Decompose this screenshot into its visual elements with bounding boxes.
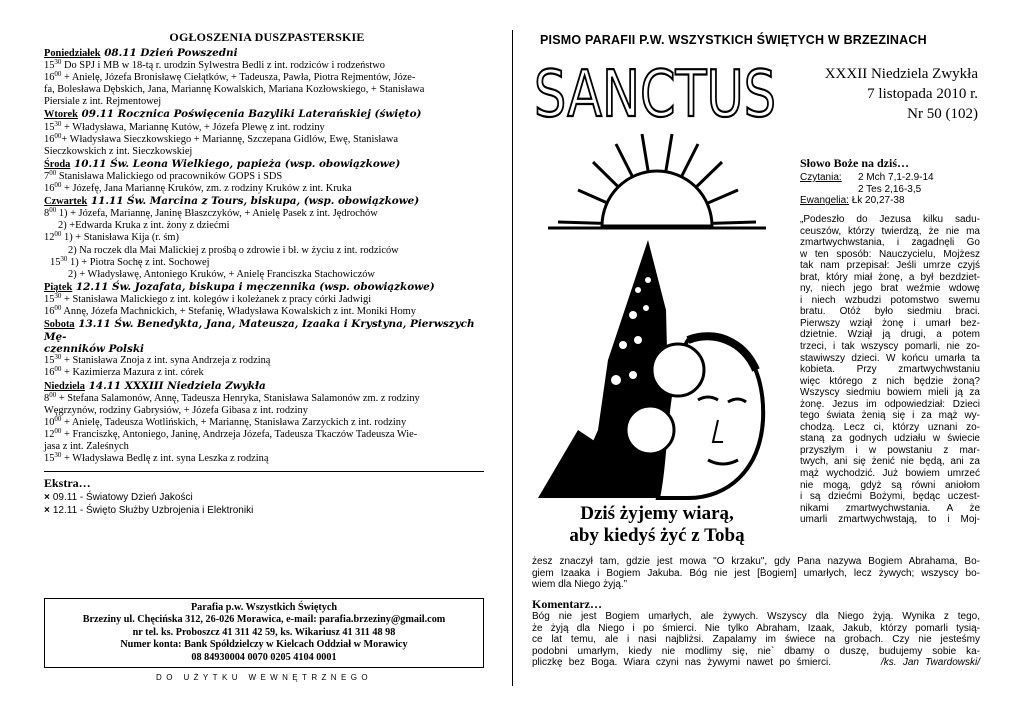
intention-line: Piersiale z int. Rejmentowej	[44, 96, 162, 108]
gospel-line: trzeci, i tak wszyscy pomarli, nie zo-	[800, 341, 980, 353]
gospel-line: Wszyscy siedmiu bowiem mieli ją za	[800, 387, 980, 399]
sanctus-logo-text: SANCTUS	[534, 58, 776, 132]
gospel-line: żonę. Jezus im odpowiedział: Dzieci	[800, 398, 980, 410]
intention-line: $16^{00}$ + Kazimierza Mazura z int. córek	[44, 365, 204, 379]
intention-line: $15^{30}$ + Stanisława Znoja z int. syna Andrzeja z rodziną	[44, 353, 271, 367]
intention-line: $16^{00}$ + Józefę, Jana Mariannę Kruków, zm. z rodziny Kruków z int. Kruka	[44, 181, 352, 195]
intention-line: $15^{30}$ 1) + Piotra Sochę z int. Sochowej	[50, 254, 210, 268]
intention-line: $12^{00}$ 1) + Stanisława Kija (r. śm)	[44, 230, 179, 244]
gospel-line: i są dziećmi Bożymi, będąc uczest-	[800, 491, 980, 503]
day-heading-tuesday: Wtorek 09.11 Rocznica Poświęcenia Bazyliki Laterańskiej (święto)	[44, 108, 422, 121]
intention-line: $8^{00}$ 1) + Józefa, Mariannę, Janinę Błaszczyków, + Anielę Pasek z int. Jędrochów	[44, 206, 378, 220]
intention-line: Sieczkowskich z int. Sieczkowskiej	[44, 145, 193, 157]
intention-line: 2) Na roczek dla Mai Malickiej z prośbą o zdrowie i bł. w życiu z int. rodziców	[68, 244, 399, 256]
gospel-line: bratu. Otóż było siedmiu braci.	[800, 306, 980, 318]
commentary-text: Bóg nie jest Bogiem umarłych, ale żywych. Wszyscy dla Niego żyją. Wynika z tego, że żyją dla Niego i po śmierci. Nie tylko Abraham, Izaak, Jakub, którzy pomarli tysią- ce lat temu, ale i nasi najbliżsi. Zapalamy im świece na grobach. Czy nie jesteśmy podobni umarłym, kiedy nie modlimy się, nie` dbamy o duszę, budujemy sobie ka- pliczkę bez Boga. Wiara czyni nas żywymi nawet po śmierci. /ks. Jan Twardowski/	[532, 611, 981, 669]
gospel-line: „Podeszło do Jezusa kilku sadu-	[800, 214, 980, 225]
gospel-line: brat, który miał żonę, a był bezdziet-	[800, 271, 980, 283]
intention-line: fa, Bolesława Dębskich, Jana, Mariannę Kowalskich, Mariana Kozłowskiego, + Stanisława	[44, 84, 425, 96]
intention-line: $16^{00}$ Annę, Józefa Machnickich, + Stefanię, Władysława Kowalskich z int. Moniki Homy	[44, 303, 416, 317]
ekstra-item: × 09.11 - Światowy Dzień Jakości	[44, 492, 193, 504]
day-heading-friday: Piątek 12.11 Św. Jozafata, biskupa i męczennika (wsp. obowiązkowe)	[44, 280, 435, 293]
day-heading-saturday-cont: czenników Polski	[44, 343, 144, 356]
contact-account-number: 08 84930004 0070 0205 4104 0001	[191, 651, 337, 663]
intention-line: $15^{30}$ + Władysława Bedlę z int. syna Leszka z rodziną	[44, 451, 269, 465]
intention-line: $7^{00}$ Stanisława Malickiego od pracowników GOPS i SDS	[44, 168, 283, 182]
gospel-line: zmartwychwstania, i zagadnęli Go	[800, 237, 980, 249]
gospel-line: dzietnie. Wziął ją drugi, a potem	[800, 329, 980, 341]
cross-icon: ×	[44, 505, 50, 517]
gospel-line: więc którego z nich będzie żoną?	[800, 375, 980, 387]
intention-line: $15^{30}$ + Stanisława Malickiego z int. kolegów i koleżanek z pracy córki Jadwigi	[44, 291, 372, 305]
gospel-line: przyszłym i w powstaniu z mar-	[800, 444, 980, 456]
intention-line: 2) + Władysławę, Antoniego Kruków, + Anielę Franciszka Stachowiczów	[68, 268, 375, 280]
gospel-line: nie mogą, gdyż są równi aniołom	[800, 479, 980, 491]
intention-line: jasa z int. Zaleśnych	[44, 441, 129, 452]
commentary-title: Komentarz…	[532, 597, 602, 611]
gospel-line: staną za godnych udziału w świecie	[800, 433, 980, 445]
intention-line: $15^{30}$ + Władysława, Mariannę Kutów, + Józefa Plewę z int. rodziny	[44, 119, 325, 133]
gospel-text	[800, 214, 980, 526]
readings-title: Słowo Boże na dziś…	[800, 156, 910, 170]
gospel-line: ceuszów, którzy twierdzą, że nie ma	[800, 225, 980, 237]
gospel-text-continued: żesz znaczył tam, gdzie jest mowa "O krzaku", gdy Pana nazywa Bogiem Abrahama, Bo- giem Izaaka i Bogiem Jakuba. Bóg nie jest [Bogiem] umarłych, lecz żywych; wszyscy bo- wiem dla Niego żyją.”	[532, 556, 980, 591]
gospel-line: chodzą. Lecz ci, którzy uznani zo-	[800, 421, 980, 433]
cross-icon: ×	[44, 492, 50, 504]
internal-use-note: DO UŻYTKU WEWNĘTRZNEGO	[156, 673, 372, 682]
gospel-line: stawiwszy dzieci. W końcu umarła ta	[800, 352, 980, 364]
issue-sunday: XXXII Niedziela Zwykła	[824, 66, 978, 82]
contact-bank: Numer konta: Bank Spółdzielczy w Kielcach Oddział w Morawicy	[120, 639, 408, 651]
contact-phones: nr tel. ks. Proboszcz 41 311 42 59, ks. Wikariusz 41 311 48 98	[132, 626, 396, 638]
intention-line: $16^{00}$ + Anielę, Józefa Bronisławę Ciełątków, + Tadeusza, Pawła, Piotra Rejmentów, Józe-	[44, 70, 416, 84]
sanctus-logo	[530, 50, 780, 130]
gospel-line: tak nam przepisał: Jeśli umrze czyjś	[800, 260, 980, 272]
day-heading-sunday: Niedziela 14.11 XXXIII Niedziela Zwykła	[44, 379, 266, 392]
intention-line: $12^{00}$ + Franciszkę, Antoniego, Janinę, Andrzeja Józefa, Tadeusza Tkaczów Tadeusza Wie-	[44, 426, 418, 440]
ekstra-divider	[44, 471, 484, 472]
intention-line: Węgrzynów, rodziny Gabrysiów, + Józefa Gibasa z int. rodziny	[44, 404, 308, 416]
readings-list: Czytania: 2 Mch 7,1-2.9-14 2 Tes 2,16-3,5 Ewangelia: Łk 20,27-38	[800, 172, 934, 207]
gospel-line: kobieta. Przy zmartwychwstaniu	[800, 364, 980, 376]
day-heading-thursday: Czwartek 11.11 Św. Marcina z Tours, biskupa, (wsp. obowiązkowe)	[44, 195, 420, 208]
publication-title: PISMO PARAFII P.W. WSZYSTKICH ŚWIĘTYCH W BRZEZINACH	[540, 33, 927, 47]
announcements-column	[44, 30, 490, 517]
gospel-line: twych, ani się żenić nie będą, ani za	[800, 456, 980, 468]
gospel-line: Pierwszy wziął żonę i umarł bez-	[800, 317, 980, 329]
intention-line: $10^{00}$ + Anielę, Tadeusza Wotlińskich, + Mariannę, Stanisława Zarzyckich z int. rodziny	[44, 414, 407, 428]
gospel-line: tego świata żenią się i za mąż wy-	[800, 410, 980, 422]
day-heading-saturday: Sobota 13.11 Św. Benedykta, Jana, Mateusza, Izaaka i Krystyna, Pierwszych Mę-	[44, 318, 475, 344]
illustration-caption: Dziś żyjemy wiarą, aby kiedyś żyć z Tobą	[569, 503, 745, 546]
contact-address: Brzeziny ul. Chęcińska 312, 26-026 Morawica, e-mail: parafia.brzeziny@gmail.com	[82, 614, 446, 626]
day-heading-wednesday: Środa 10.11 Św. Leona Wielkiego, papieża (wsp. obowiązkowe)	[44, 157, 401, 170]
gospel-line: nikami zmartwychwstania. A że	[800, 502, 980, 514]
intention-line: $8^{00}$ + Stefana Salamonów, Annę, Tadeusza Henryka, Stanisława Salamonów zm. z rodziny	[44, 390, 420, 404]
parish-contact-box	[44, 598, 484, 668]
commentary-author: /ks. Jan Twardowski/	[881, 657, 981, 669]
announcements-title: OGŁOSZENIA DUSZPASTERSKIE	[169, 30, 365, 44]
gospel-line: ny, niech jego brat weźmie wdowę	[800, 283, 980, 295]
ekstra-item: × 12.11 - Święto Służby Uzbrojenia i Elektroniki	[44, 505, 254, 517]
gospel-line: i niech wzbudzi potomstwo swemu	[800, 294, 980, 306]
issue-number: Nr 50 (102)	[907, 106, 978, 122]
gospel-line: w ten sposób: Nauczycielu, Mojżesz	[800, 248, 980, 260]
intention-line: 2) +Edwarda Kruka z int. żony z dziećmi	[58, 220, 230, 232]
announcements-list	[44, 47, 490, 465]
ekstra-title: Ekstra…	[44, 476, 91, 491]
intention-line: $15^{30}$ Do SPJ i MB w 18-tą r. urodzin Sylwestra Bedli z int. rodziców i rodzeństwo	[44, 58, 385, 72]
saints-illustration	[538, 130, 776, 498]
gospel-line: umarli zmartwychwstają, to i Moj-	[800, 514, 980, 526]
intention-line: $16^{00}+$ Władysława Sieczkowskiego + Mariannę, Szczepana Gidlów, Ewę, Stanisława	[44, 131, 399, 145]
issue-date: 7 listopada 2010 r.	[867, 86, 978, 102]
day-heading-monday: Poniedziałek 08.11 Dzień Powszedni	[44, 47, 238, 59]
issue-info	[780, 64, 978, 124]
contact-parish-name: Parafia p.w. Wszystkich Świętych	[190, 602, 338, 613]
column-divider	[512, 30, 513, 686]
gospel-line: mąż wychodzić. Już bowiem umrzeć	[800, 468, 980, 480]
